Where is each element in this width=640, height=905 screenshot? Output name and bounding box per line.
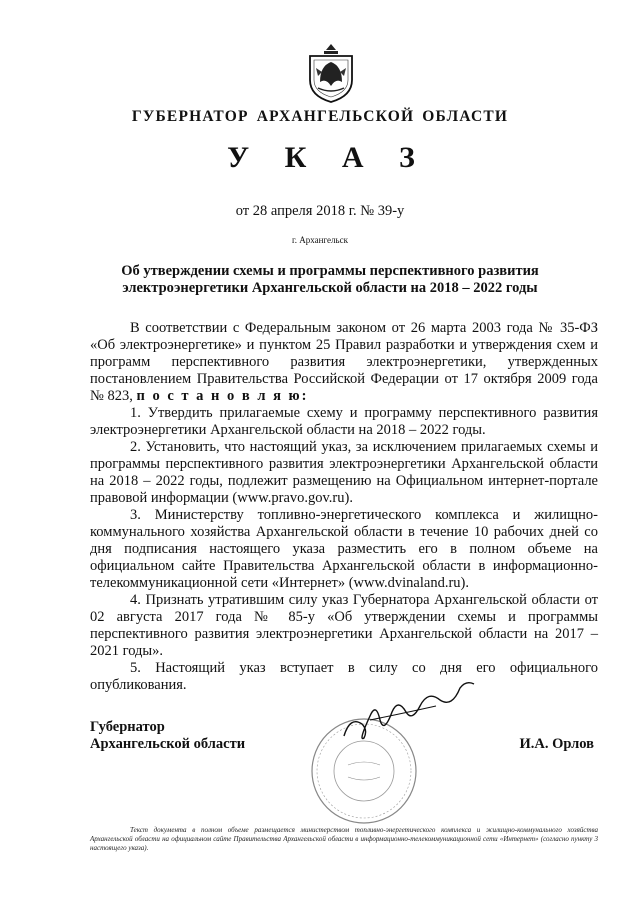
signatory-name: И.А. Орлов	[519, 736, 594, 752]
list-item: 3. Министерству топливно-энергетического комплекса и жилищно-коммунального хозяйства Архангельской области в течение 10 рабочих дней со дня подписания настоящего указа разместить его в полном объеме на официальном сайте Правительства Архангельской области в информационно-телекоммуникационной сети «Интернет» (www.dvinaland.ru).	[90, 507, 598, 591]
document-city: г. Архангельск	[292, 235, 348, 245]
list-item: 1. Утвердить прилагаемые схему и программу перспективного развития электроэнергетики Архангельской области на 2018 – 2022 годы.	[90, 405, 598, 438]
document-body	[90, 320, 598, 694]
document-subject: Об утверждении схемы и программы перспективного развития электроэнергетики Архангельской области на 2018 – 2022 годы	[121, 263, 539, 296]
preamble-text: В соответствии с Федеральным законом от 26 марта 2003 года № 35-ФЗ «Об электроэнергетике» и пунктом 25 Правил разработки и утверждения схем и программ перспективного развития электроэнергетики, утвержденных постановлением Правительства Российской Федерации от 17 октября 2009 года № 823,	[90, 320, 598, 404]
coat-of-arms-icon	[306, 42, 356, 104]
issuer-title: ГУБЕРНАТОР АРХАНГЕЛЬСКОЙ ОБЛАСТИ	[131, 108, 509, 125]
document-type: У К А З	[227, 141, 429, 174]
preamble	[90, 320, 598, 405]
handwritten-signature	[340, 676, 480, 746]
footnote: Текст документа в полном объеме размещается министерством топливно-энергетического комплекса и жилищно-коммунального хозяйства Архангельской области на официальном сайте Правительства Архангельской области в информационно-телекоммуникационной сети «Интернет» (согласно пункту 3 настоящего указа).	[90, 826, 598, 852]
signatory-position	[90, 719, 245, 753]
document-date-number: от 28 апреля 2018 г. № 39-у	[235, 203, 405, 219]
list-item: 4. Признать утратившим силу указ Губернатора Архангельской области от 02 августа 2017 года № 85-у «Об утверждении схемы и программы перспективного развития электроэнергетики Архангельской области на 2017 – 2021 годы».	[90, 592, 598, 659]
decree-word: п о с т а н о в л я ю:	[136, 388, 309, 404]
signatory-position-line: Архангельской области	[90, 736, 246, 752]
list-item: 5. Настоящий указ вступает в силу со дня его официального опубликования.	[90, 660, 598, 693]
list-item: 2. Установить, что настоящий указ, за исключением прилагаемых схемы и программы перспективного развития электроэнергетики Архангельской области на 2018 – 2022 годы, подлежит размещению на Официальном интернет-портале правовой информации (www.pravo.gov.ru).	[90, 439, 598, 506]
signatory-position-line: Губернатор	[90, 719, 165, 735]
